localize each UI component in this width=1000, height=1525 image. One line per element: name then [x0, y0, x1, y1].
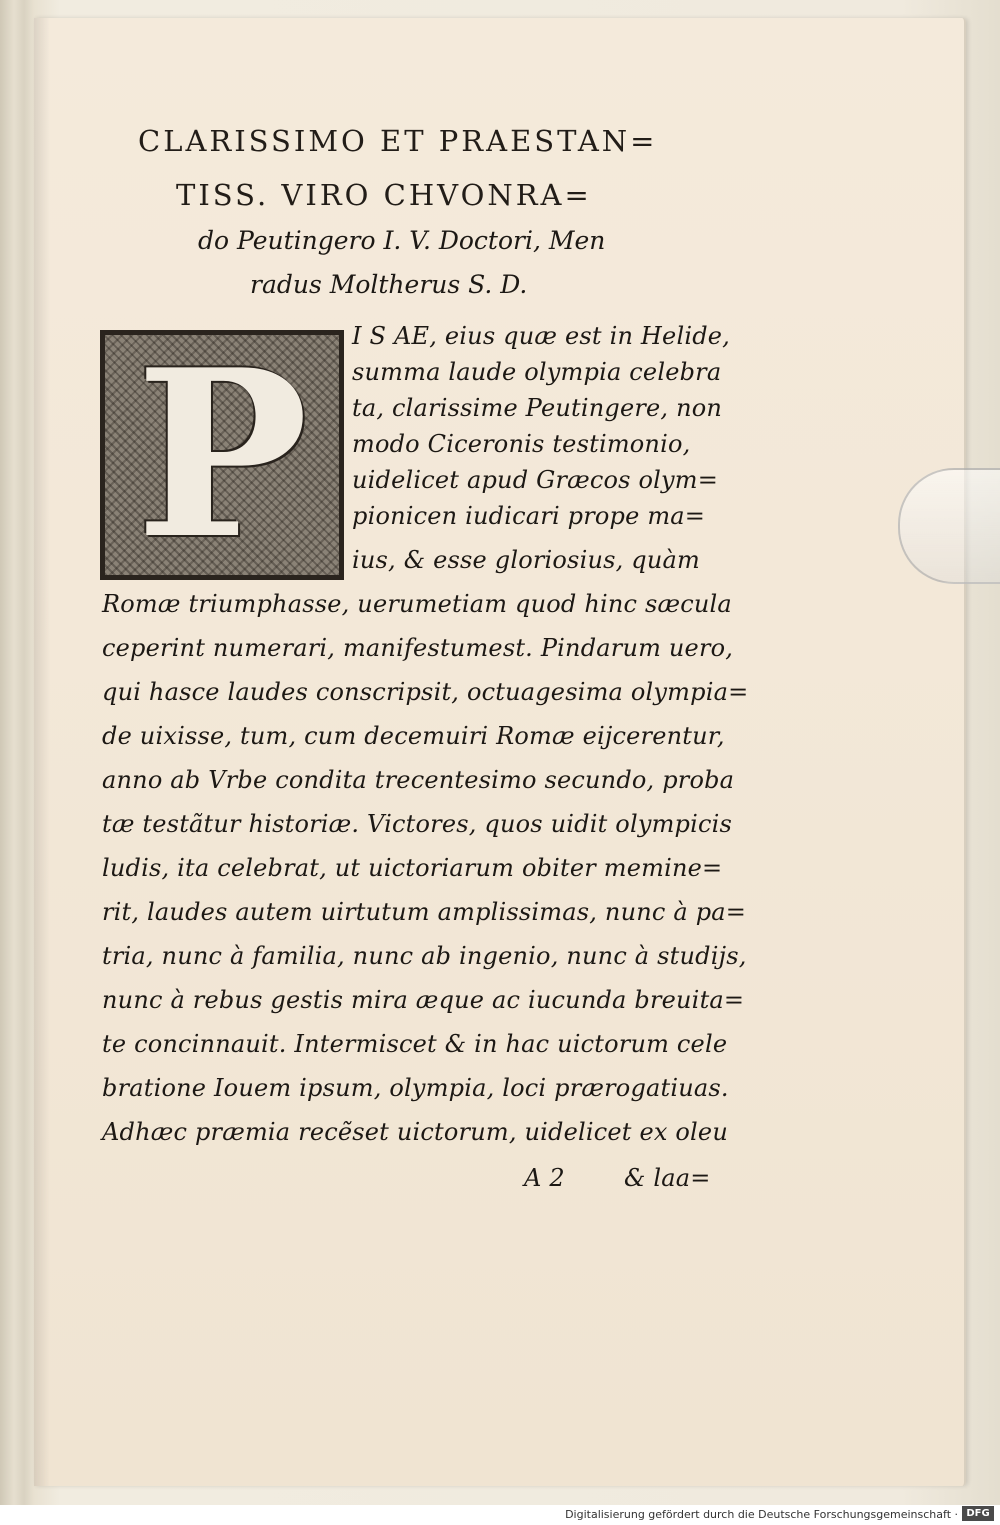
text-line-7: ius, & esse gloriosius, quàm [352, 546, 700, 574]
text-line-18: te concinnauit. Intermiscet & in hac uictorum cele [102, 1030, 728, 1058]
text-line-10: qui hasce laudes conscripsit, octuagesima olympia= [102, 678, 749, 706]
heading-line-1: CLARISSIMO ET PRAESTAN= [138, 124, 658, 158]
signature-mark: A 2 [524, 1164, 565, 1192]
heading-line-2: TISS. VIRO CHVONRA= [176, 178, 592, 212]
text-line-2: summa laude olympia celebra [352, 358, 722, 386]
text-line-12: anno ab Vrbe condita trecentesimo secundo, proba [102, 766, 735, 794]
text-line-14: ludis, ita celebrat, ut uictoriarum obiter memine= [102, 854, 723, 882]
text-line-16: tria, nunc à familia, nunc ab ingenio, nunc à studijs, [102, 942, 747, 970]
text-line-4: modo Ciceronis testimonio, [352, 430, 691, 458]
initial-letter: P [135, 320, 309, 590]
dfg-logo-icon: DFG [962, 1506, 994, 1521]
text-line-9: ceperint numerari, manifestumest. Pindarum uero, [102, 634, 734, 662]
catchword: & laa= [624, 1164, 711, 1192]
heading-line-3: do Peutingero I. V. Doctori, Men [198, 226, 606, 255]
text-line-5: uidelicet apud Græcos olym= [352, 466, 719, 494]
text-line-17: nunc à rebus gestis mira æque ac iucunda breuita= [102, 986, 745, 1014]
text-line-13: tæ testãtur historiæ. Victores, quos uidit olympicis [102, 810, 733, 838]
text-line-19: bratione Iouem ipsum, olympia, loci prærogatiuas. [102, 1074, 729, 1102]
text-line-1: I S AE, eius quæ est in Helide, [352, 322, 731, 350]
text-line-20: Adhæc præmia recẽset uictorum, uidelicet ex oleu [102, 1118, 728, 1146]
heading-line-4: radus Moltherus S. D. [250, 270, 528, 299]
decorated-initial [100, 320, 344, 590]
text-line-3: ta, clarissime Peutingere, non [352, 394, 723, 422]
page-clip [898, 468, 1000, 584]
text-line-6: pionicen iudicari prope ma= [352, 502, 706, 530]
page-gutter-shadow [34, 18, 50, 1486]
text-line-15: rit, laudes autem uirtutum amplissimas, nunc à pa= [102, 898, 747, 926]
text-line-11: de uixisse, tum, cum decemuiri Romæ eijcerentur, [102, 722, 725, 750]
text-line-8: Romæ triumphasse, uerumetiam quod hinc sæcula [102, 590, 732, 618]
footer-credit: Digitalisierung gefördert durch die Deutsche Forschungsgemeinschaft · [565, 1508, 958, 1521]
